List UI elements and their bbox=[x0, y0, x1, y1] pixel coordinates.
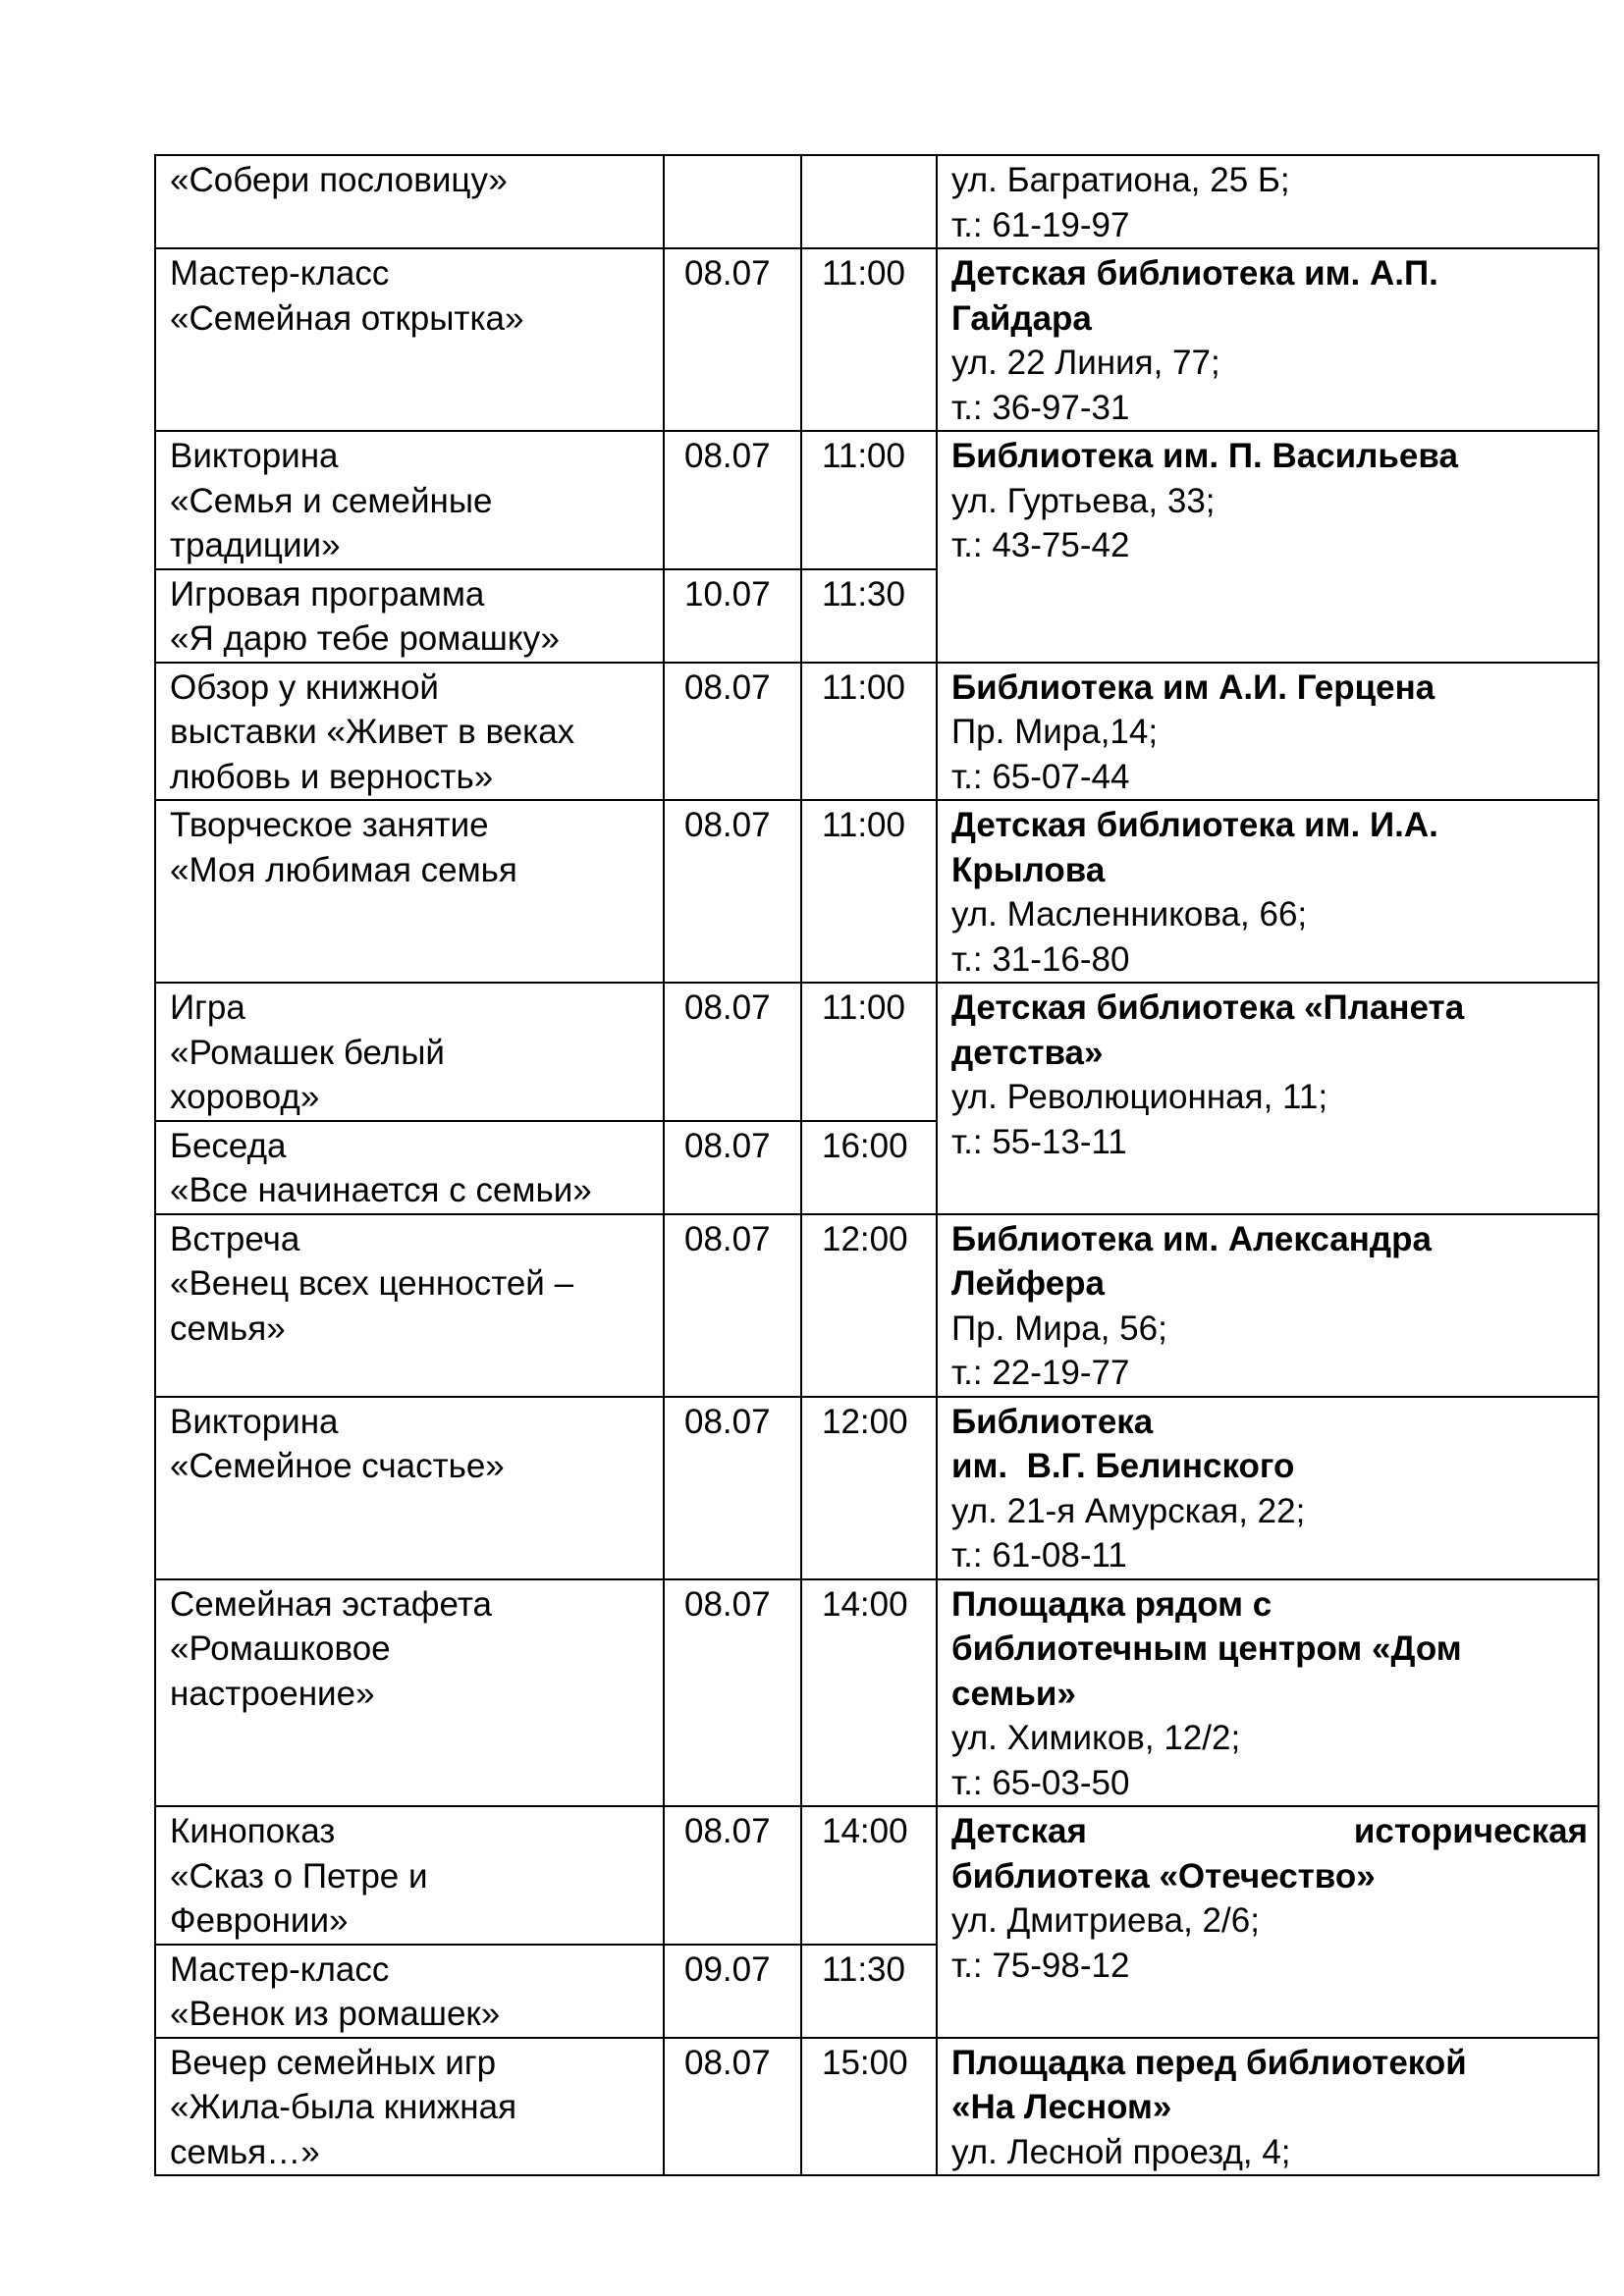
event-line: семья» bbox=[170, 1308, 286, 1348]
date-cell: 08.07 bbox=[664, 983, 801, 1121]
venue-name: Библиотека bbox=[951, 1402, 1154, 1441]
time-cell: 11:00 bbox=[801, 663, 937, 801]
event-line: «Венок из ромашек» bbox=[170, 1995, 501, 2033]
venue-phone: т.: 61-19-97 bbox=[951, 205, 1130, 244]
event-line: «Жила-была книжная bbox=[170, 2088, 517, 2126]
event-line: «Я дарю тебе ромашку» bbox=[170, 619, 560, 658]
venue-cell bbox=[937, 1397, 1598, 1579]
venue-phone: т.: 31-16-80 bbox=[951, 939, 1130, 979]
event-line: Игра bbox=[170, 988, 245, 1027]
venue-address: Пр. Мира, 56; bbox=[951, 1308, 1167, 1348]
date-cell: 08.07 bbox=[664, 2038, 801, 2176]
time-cell: 16:00 bbox=[801, 1121, 937, 1214]
time-cell bbox=[801, 155, 937, 248]
venue-name: «На Лесном» bbox=[951, 2088, 1172, 2126]
event-line: Кинопоказ bbox=[170, 1812, 336, 1850]
venue-cell bbox=[937, 431, 1598, 663]
event-line: «Семья и семейные bbox=[170, 481, 493, 520]
event-line: «Моя любимая семья bbox=[170, 850, 517, 889]
venue-phone: т.: 55-13-11 bbox=[951, 1122, 1127, 1161]
venue-address: ул. Гуртьева, 33; bbox=[951, 481, 1216, 520]
time-cell: 14:00 bbox=[801, 1579, 937, 1807]
venue-name: Крылова bbox=[951, 850, 1106, 889]
event-line: Викторина bbox=[170, 1402, 339, 1441]
date-cell: 08.07 bbox=[664, 663, 801, 801]
time-cell: 12:00 bbox=[801, 1214, 937, 1397]
venue-cell bbox=[937, 2038, 1598, 2176]
venue-name: Детская библиотека им. И.А. bbox=[951, 806, 1438, 844]
event-cell bbox=[155, 663, 664, 801]
time-cell: 11:30 bbox=[801, 569, 937, 663]
time-cell: 15:00 bbox=[801, 2038, 937, 2176]
venue-address: ул. Масленникова, 66; bbox=[951, 895, 1308, 934]
venue-phone: т.: 36-97-31 bbox=[951, 388, 1130, 427]
venue-name: библиотечным центром «Дом bbox=[951, 1629, 1462, 1668]
date-cell: 08.07 bbox=[664, 800, 801, 983]
event-line: «Сказ о Петре и bbox=[170, 1856, 428, 1896]
venue-address: ул. Дмитриева, 2/6; bbox=[951, 1901, 1260, 1940]
event-line: Викторина bbox=[170, 437, 339, 475]
venue-name: Библиотека им. Александра bbox=[951, 1219, 1432, 1258]
date-cell: 08.07 bbox=[664, 1121, 801, 1214]
event-line: «Венец всех ценностей – bbox=[170, 1264, 574, 1303]
venue-name: библиотека «Отечество» bbox=[951, 1856, 1376, 1896]
time-cell: 11:30 bbox=[801, 1945, 937, 2038]
event-line: «Все начинается с семьи» bbox=[170, 1171, 592, 1209]
date-cell: 08.07 bbox=[664, 1397, 801, 1579]
venue-phone: т.: 61-08-11 bbox=[951, 1536, 1127, 1575]
venue-address: ул. Химиков, 12/2; bbox=[951, 1719, 1241, 1757]
table-row bbox=[155, 1579, 1598, 1807]
venue-cell bbox=[937, 248, 1598, 431]
venue-name: Детская библиотека «Планета bbox=[951, 988, 1465, 1027]
venue-name: Площадка перед библиотекой bbox=[951, 2043, 1467, 2082]
table-row bbox=[155, 2038, 1598, 2176]
venue-address: ул. Багратиона, 25 Б; bbox=[951, 161, 1290, 199]
event-cell bbox=[155, 569, 664, 663]
event-line: «Семейное счастье» bbox=[170, 1447, 505, 1485]
event-cell bbox=[155, 1579, 664, 1807]
table-row bbox=[155, 248, 1598, 431]
venue-cell bbox=[937, 1579, 1598, 1807]
date-cell bbox=[664, 155, 801, 248]
venue-name: Площадка рядом с bbox=[951, 1584, 1272, 1624]
event-line: Игровая программа bbox=[170, 574, 485, 614]
venue-name-word: Детская bbox=[951, 1812, 1087, 1850]
venue-cell bbox=[937, 1214, 1598, 1397]
time-cell: 11:00 bbox=[801, 431, 937, 569]
date-cell: 10.07 bbox=[664, 569, 801, 663]
table-row bbox=[155, 1397, 1598, 1579]
event-cell bbox=[155, 248, 664, 431]
venue-name: Детская библиотека им. А.П. bbox=[951, 254, 1438, 293]
time-cell: 11:00 bbox=[801, 248, 937, 431]
table-row bbox=[155, 1214, 1598, 1397]
event-line: Вечер семейных игр bbox=[170, 2043, 497, 2082]
table-row bbox=[155, 155, 1598, 248]
table-row bbox=[155, 663, 1598, 801]
date-cell: 08.07 bbox=[664, 1806, 801, 1945]
venue-name: детства» bbox=[951, 1033, 1104, 1072]
table-row bbox=[155, 800, 1598, 983]
venue-name-word: историческая bbox=[1353, 1812, 1588, 1850]
venue-address: ул. 21-я Амурская, 22; bbox=[951, 1491, 1306, 1530]
event-line: «Собери пословицу» bbox=[170, 161, 508, 199]
venue-name: Гайдара bbox=[951, 298, 1092, 338]
event-line: «Семейная открытка» bbox=[170, 298, 524, 338]
events-table bbox=[154, 154, 1599, 2176]
event-line: любовь и верность» bbox=[170, 757, 494, 796]
date-cell: 08.07 bbox=[664, 248, 801, 431]
event-line: Февронии» bbox=[170, 1901, 349, 1940]
event-line: Встреча bbox=[170, 1219, 300, 1258]
venue-phone: т.: 22-19-77 bbox=[951, 1354, 1130, 1392]
event-line: традиции» bbox=[170, 526, 341, 564]
venue-phone: т.: 65-07-44 bbox=[951, 757, 1130, 796]
event-line: Семейная эстафета bbox=[170, 1584, 492, 1624]
time-cell: 12:00 bbox=[801, 1397, 937, 1579]
event-line: хоровод» bbox=[170, 1078, 320, 1116]
event-line: семья…» bbox=[170, 2132, 320, 2171]
event-line: настроение» bbox=[170, 1674, 375, 1713]
event-line: «Ромашковое bbox=[170, 1629, 391, 1668]
event-cell bbox=[155, 983, 664, 1121]
venue-address: Пр. Мира,14; bbox=[951, 713, 1159, 751]
event-cell bbox=[155, 1806, 664, 1945]
venue-cell bbox=[937, 1806, 1598, 2038]
venue-name: Лейфера bbox=[951, 1264, 1106, 1303]
event-cell bbox=[155, 2038, 664, 2176]
event-line: «Ромашек белый bbox=[170, 1033, 445, 1072]
venue-name: Библиотека им А.И. Герцена bbox=[951, 667, 1435, 707]
venue-cell bbox=[937, 155, 1598, 248]
event-line: выставки «Живет в веках bbox=[170, 713, 575, 751]
event-cell bbox=[155, 1214, 664, 1397]
table-row bbox=[155, 983, 1598, 1121]
event-line: Мастер-класс bbox=[170, 1949, 390, 1989]
venue-address: ул. Революционная, 11; bbox=[951, 1078, 1328, 1116]
event-line: Обзор у книжной bbox=[170, 667, 439, 707]
table-row bbox=[155, 431, 1598, 569]
table-row bbox=[155, 1806, 1598, 1945]
date-cell: 09.07 bbox=[664, 1945, 801, 2038]
event-cell bbox=[155, 1121, 664, 1214]
venue-name: семьи» bbox=[951, 1674, 1076, 1713]
time-cell: 14:00 bbox=[801, 1806, 937, 1945]
venue-name-justified bbox=[951, 1809, 1588, 1854]
event-cell bbox=[155, 1397, 664, 1579]
time-cell: 11:00 bbox=[801, 800, 937, 983]
venue-address: ул. Лесной проезд, 4; bbox=[951, 2132, 1291, 2171]
event-cell bbox=[155, 155, 664, 248]
venue-cell bbox=[937, 983, 1598, 1214]
venue-cell bbox=[937, 800, 1598, 983]
venue-address: ул. 22 Линия, 77; bbox=[951, 344, 1220, 382]
venue-cell bbox=[937, 663, 1598, 801]
venue-name: им. В.Г. Белинского bbox=[951, 1447, 1295, 1485]
venue-phone: т.: 43-75-42 bbox=[951, 526, 1130, 564]
event-cell bbox=[155, 431, 664, 569]
event-cell bbox=[155, 800, 664, 983]
time-cell: 11:00 bbox=[801, 983, 937, 1121]
event-line: Творческое занятие bbox=[170, 806, 489, 844]
event-line: Мастер-класс bbox=[170, 254, 390, 293]
date-cell: 08.07 bbox=[664, 431, 801, 569]
event-cell bbox=[155, 1945, 664, 2038]
event-line: Беседа bbox=[170, 1126, 287, 1165]
venue-phone: т.: 65-03-50 bbox=[951, 1763, 1130, 1802]
venue-phone: т.: 75-98-12 bbox=[951, 1946, 1130, 1985]
venue-name: Библиотека им. П. Васильева bbox=[951, 437, 1458, 475]
date-cell: 08.07 bbox=[664, 1579, 801, 1807]
date-cell: 08.07 bbox=[664, 1214, 801, 1397]
